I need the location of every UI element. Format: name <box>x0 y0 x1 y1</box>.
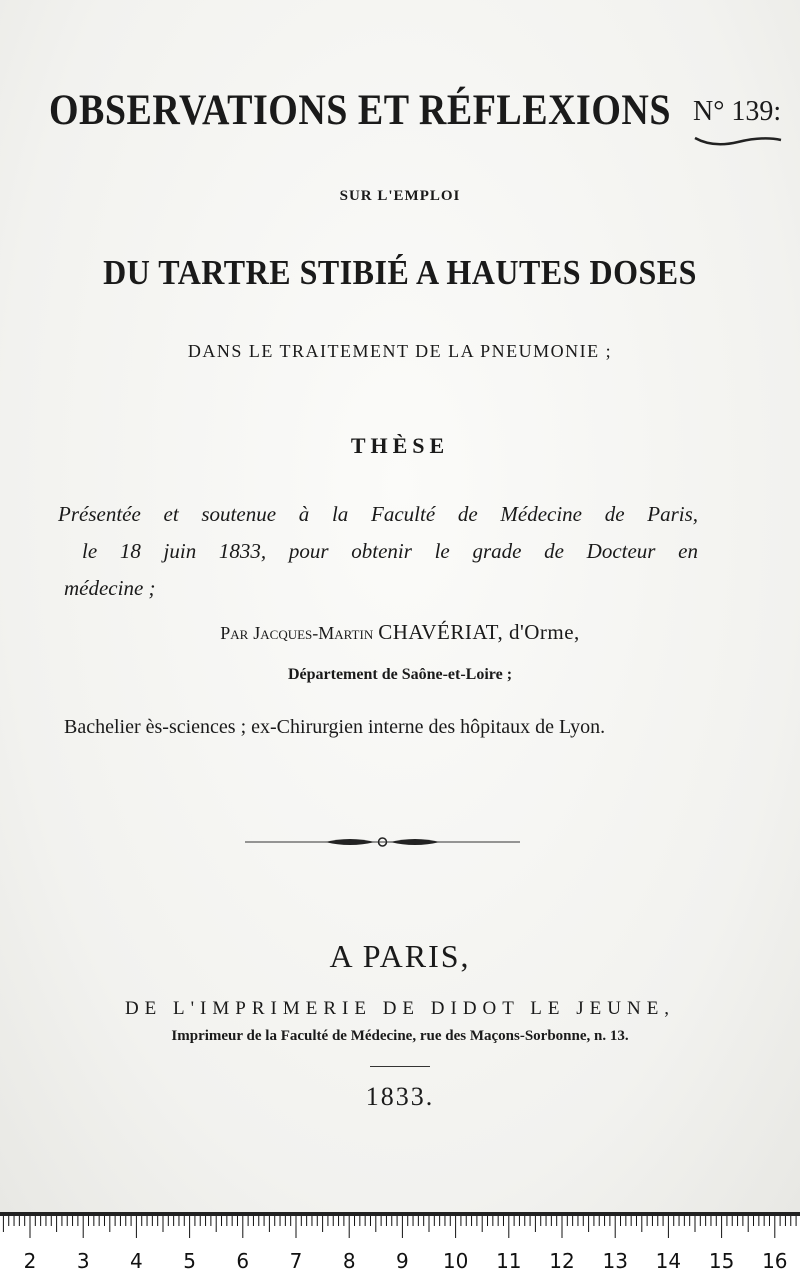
ruler-label: 12 <box>549 1249 575 1273</box>
short-rule <box>370 1066 430 1067</box>
subtitle-tartre-stibie: DU TARTRE STIBIÉ A HAUTES DOSES <box>103 252 697 292</box>
ornament-divider <box>245 833 520 851</box>
ruler-scale <box>0 1212 800 1276</box>
presentation-line: Présentée et soutenue à la Faculté de Médecine de Paris, <box>58 502 698 526</box>
publication-city: A PARIS, <box>329 938 471 974</box>
ruler-label: 10 <box>442 1249 469 1273</box>
ruler-label: 9 <box>396 1249 409 1273</box>
author-prefix: Par <box>220 623 249 643</box>
ruler-label: 5 <box>183 1249 196 1273</box>
presentation-line: le 18 juin 1833, pour obtenir le grade de Docteur en <box>82 539 698 563</box>
ruler-label: 6 <box>236 1249 250 1273</box>
author-department: Département de Saône-et-Loire ; <box>287 666 513 683</box>
ruler-edge <box>0 1212 800 1216</box>
ruler-label: 4 <box>130 1249 143 1273</box>
ruler-label: 15 <box>708 1249 735 1273</box>
author-surname: CHAVÉRIAT, d'Orme, <box>378 620 580 644</box>
publication-year: 1833. <box>365 1082 435 1111</box>
catalog-mark: N° 139: <box>693 96 782 127</box>
presentation-paragraph <box>58 496 698 607</box>
measuring-ruler <box>0 1212 800 1276</box>
ruler-label: 11 <box>496 1249 522 1273</box>
subtitle-sur-emploi: SUR L'EMPLOI <box>339 188 461 204</box>
ruler-label: 8 <box>342 1249 356 1273</box>
main-title: OBSERVATIONS ET RÉFLEXIONS <box>49 85 671 135</box>
ruler-label: 13 <box>602 1249 628 1273</box>
author-line <box>0 620 800 645</box>
ruler-label: 14 <box>655 1249 682 1273</box>
ruler-label: 2 <box>23 1249 37 1273</box>
these-heading: THÈSE <box>350 433 450 458</box>
catalog-mark-swash <box>693 134 783 148</box>
author-credentials: Bachelier ès-sciences ; ex-Chirurgien interne des hôpitaux de Lyon. <box>64 716 606 738</box>
presentation-line: médecine ; <box>64 576 156 600</box>
ruler-label: 16 <box>762 1249 788 1273</box>
printer-address: Imprimeur de la Faculté de Médecine, rue des Maçons-Sorbonne, n. 13. <box>171 1028 629 1044</box>
printer-name: DE L'IMPRIMERIE DE DIDOT LE JEUNE, <box>124 998 676 1019</box>
ruler-label: 7 <box>289 1249 303 1273</box>
ruler-label: 3 <box>76 1249 90 1273</box>
subtitle-pneumonie: DANS LE TRAITEMENT DE LA PNEUMONIE ; <box>187 341 613 361</box>
author-given-name: Jacques-Martin <box>253 623 374 643</box>
